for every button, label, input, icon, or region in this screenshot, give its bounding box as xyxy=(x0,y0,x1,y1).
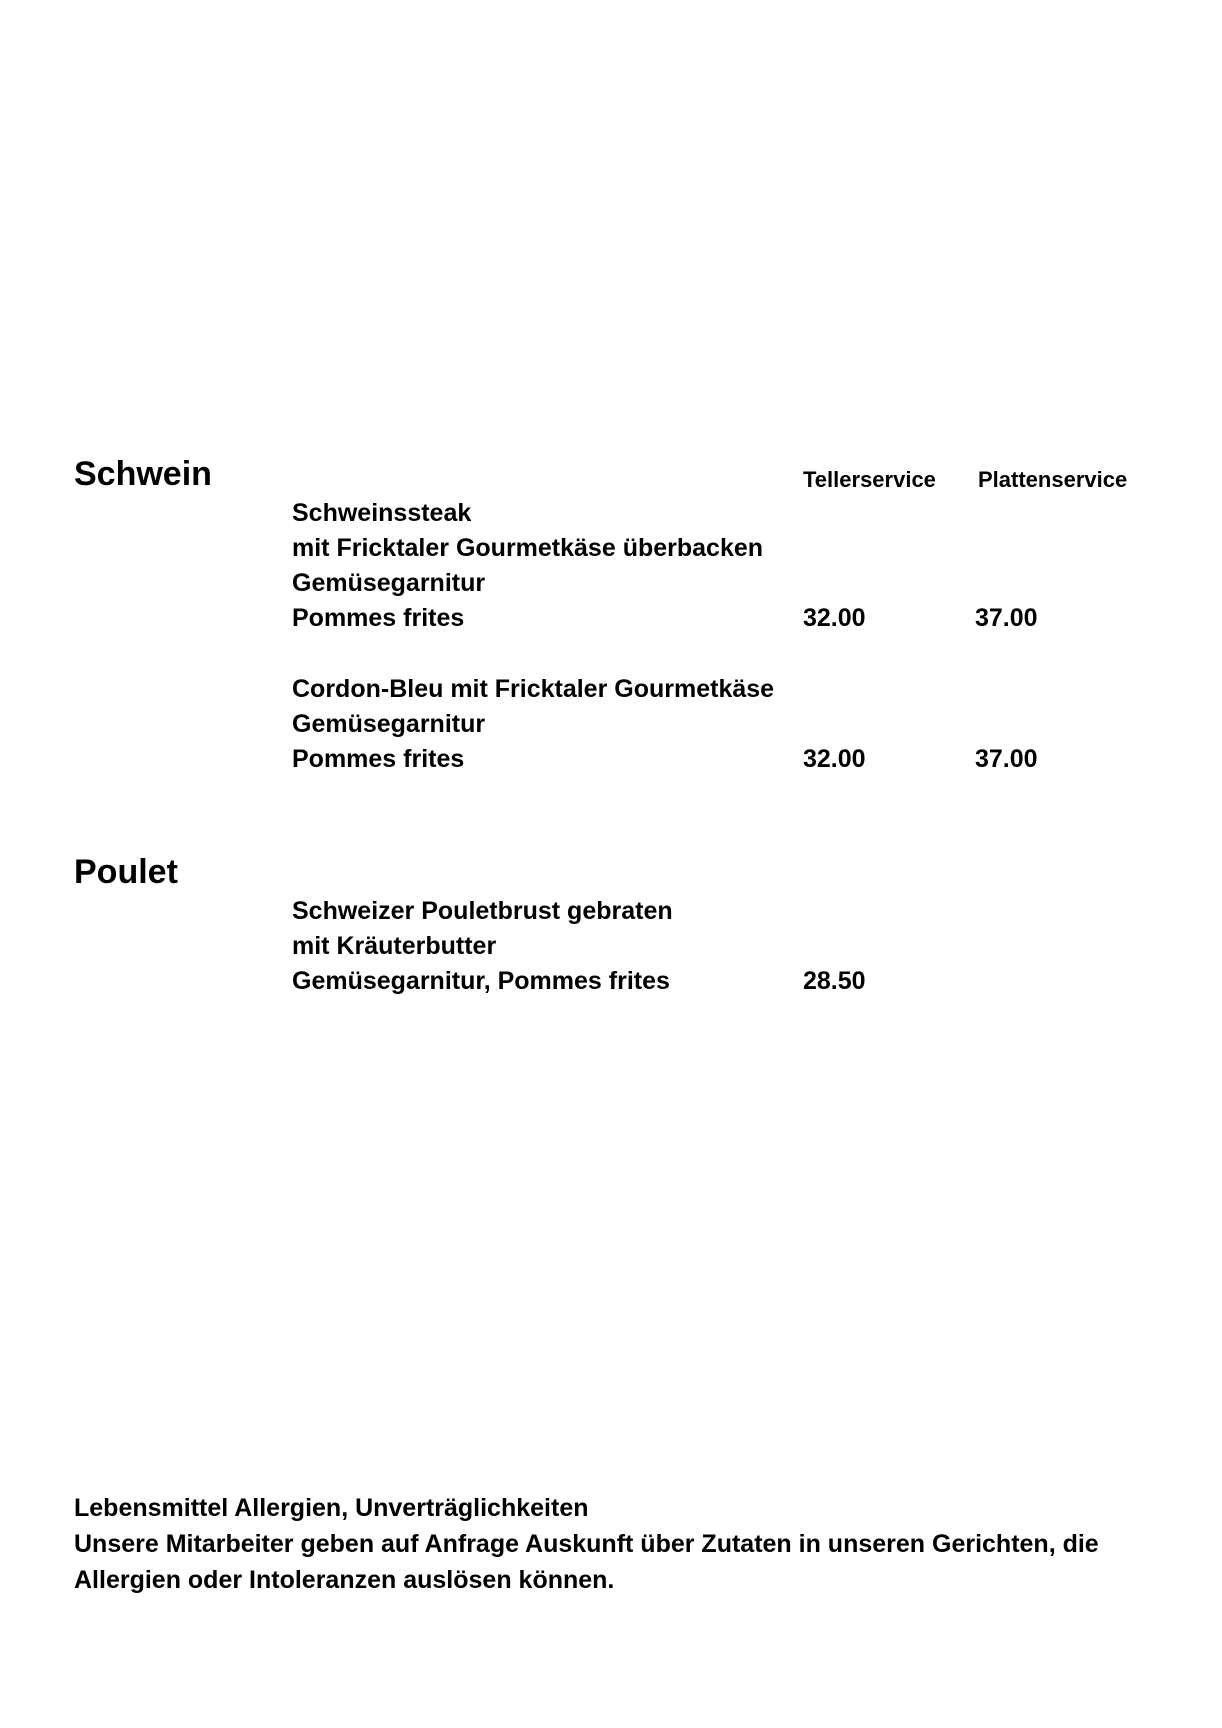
dish-line: Schweizer Pouletbrust gebraten xyxy=(292,897,673,925)
section-title-schwein: Schwein xyxy=(74,455,212,493)
dish-line: Gemüsegarnitur xyxy=(292,710,486,738)
dish-line-last xyxy=(292,742,1202,777)
dish-line-text: Pommes frites xyxy=(292,604,465,632)
dish-line-last xyxy=(292,601,1202,636)
allergy-notice-title: Lebensmittel Allergien, Unverträglichkeiten xyxy=(74,1494,589,1522)
dish-line: mit Fricktaler Gourmetkäse überbacken xyxy=(292,534,764,562)
allergy-notice xyxy=(74,1490,1154,1598)
dish-line: Cordon-Bleu mit Fricktaler Gourmetkäse xyxy=(292,675,775,703)
allergy-notice-text: Allergien oder Intoleranzen auslösen können. xyxy=(74,1566,615,1594)
section-title-poulet: Poulet xyxy=(74,853,178,891)
menu-item-cordon-bleu xyxy=(292,672,1202,777)
dish-line-last xyxy=(292,964,1202,999)
price-plattenservice: 37.00 xyxy=(975,745,1038,773)
allergy-notice-text: Unsere Mitarbeiter geben auf Anfrage Auskunft über Zutaten in unseren Gerichten, die xyxy=(74,1530,1099,1558)
price-plattenservice: 37.00 xyxy=(975,604,1038,632)
menu-item-schweinssteak xyxy=(292,496,1202,636)
column-header-tellerservice: Tellerservice xyxy=(803,467,936,492)
price-tellerservice: 32.00 xyxy=(803,745,866,773)
dish-line-text: Gemüsegarnitur, Pommes frites xyxy=(292,967,670,995)
dish-line-text: Pommes frites xyxy=(292,745,465,773)
dish-line: mit Kräuterbutter xyxy=(292,932,497,960)
column-header-plattenservice: Plattenservice xyxy=(978,467,1128,492)
price-tellerservice: 32.00 xyxy=(803,604,866,632)
dish-line: Schweinssteak xyxy=(292,499,472,527)
dish-line: Gemüsegarnitur xyxy=(292,569,486,597)
menu-item-pouletbrust xyxy=(292,894,1202,999)
price-tellerservice: 28.50 xyxy=(803,967,866,995)
